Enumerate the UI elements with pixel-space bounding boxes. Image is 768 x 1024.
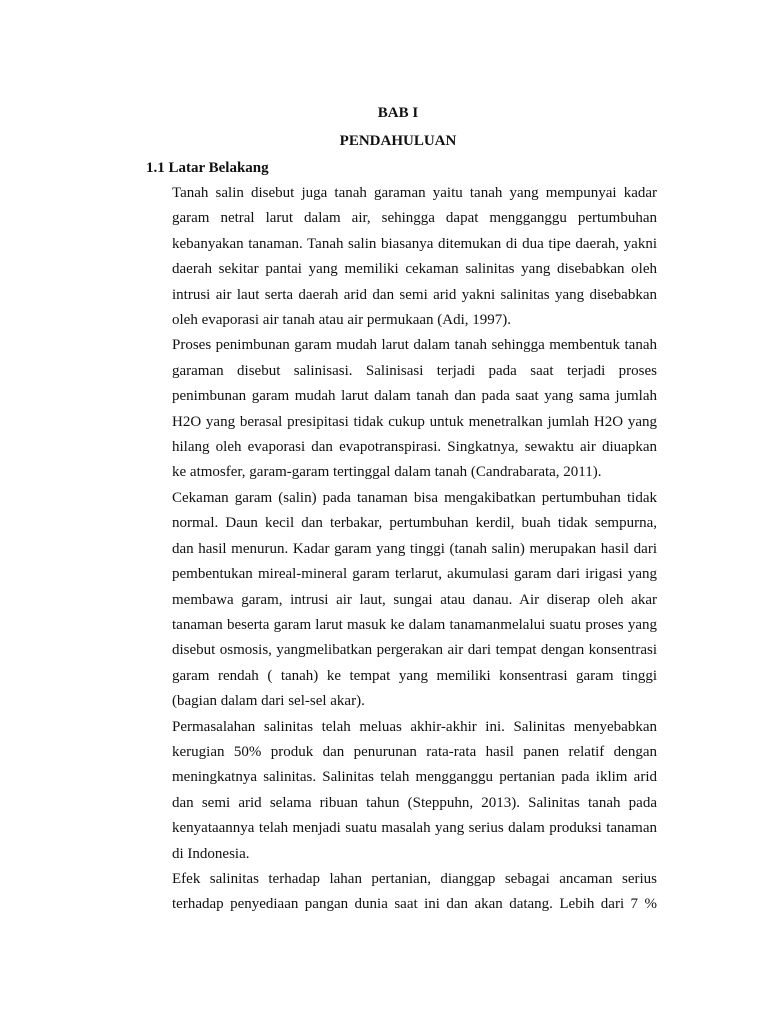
text-line: intrusi air laut serta daerah arid dan semi arid yakni salinitas yang disebabkan bbox=[172, 286, 657, 303]
text-line: Efek salinitas terhadap lahan pertanian, dianggap sebagai ancaman serius bbox=[172, 870, 657, 887]
text-line: hilang oleh evaporasi dan evapotranspirasi. Singkatnya, sewaktu air diuapkan bbox=[172, 439, 657, 456]
text-line: kenyataannya telah menjadi suatu masalah yang serius dalam produksi tanaman bbox=[172, 820, 657, 837]
text-line: Cekaman garam (salin) pada tanaman bisa mengakibatkan pertumbuhan tidak bbox=[172, 489, 657, 506]
paragraph-4 bbox=[172, 715, 657, 867]
text-line: Permasalahan salinitas telah meluas akhir-akhir ini. Salinitas menyebabkan bbox=[172, 718, 657, 735]
text-line: oleh evaporasi air tanah atau air permukaan (Adi, 1997). bbox=[172, 312, 512, 329]
text-line: terhadap penyediaan pangan dunia saat ini dan akan datang. Lebih dari 7 % bbox=[172, 896, 657, 913]
chapter-number: BAB I bbox=[377, 105, 419, 121]
text-line: garam rendah ( tanah) ke tempat yang memiliki konsentrasi garam tinggi bbox=[172, 667, 657, 684]
text-line: H2O yang berasal presipitasi tidak cukup untuk menetralkan jumlah H2O yang bbox=[172, 413, 657, 430]
text-line: dan hasil menurun. Kadar garam yang tinggi (tanah salin) merupakan hasil dari bbox=[172, 540, 657, 557]
text-line: Tanah salin disebut juga tanah garaman yaitu tanah yang mempunyai kadar bbox=[172, 185, 657, 201]
chapter-title: PENDAHULUAN bbox=[339, 133, 457, 149]
text-line: di Indonesia. bbox=[172, 845, 250, 862]
paragraph-1 bbox=[172, 181, 657, 333]
text-line: garaman disebut salinisasi. Salinisasi terjadi pada saat terjadi proses bbox=[172, 362, 657, 379]
text-line: disebut osmosis, yangmelibatkan pergerakan air dari tempat dengan konsentrasi bbox=[172, 642, 657, 659]
paragraph-3 bbox=[172, 486, 657, 715]
section-heading: 1.1 Latar Belakang bbox=[146, 160, 269, 176]
text-line: garam netral larut dalam air, sehingga dapat mengganggu pertumbuhan bbox=[172, 210, 657, 227]
paragraph-2 bbox=[172, 333, 657, 485]
text-line: meningkatnya salinitas. Salinitas telah mengganggu pertanian pada iklim arid bbox=[172, 769, 657, 786]
text-line: membawa garam, intrusi air laut, sungai atau danau. Air diserap oleh akar bbox=[172, 591, 657, 608]
body-text bbox=[172, 181, 657, 918]
text-line: ke atmosfer, garam-garam tertinggal dalam tanah (Candrabarata, 2011). bbox=[172, 464, 602, 481]
text-line: penimbunan garam mudah larut dalam tanah dan pada saat yang sama jumlah bbox=[172, 388, 657, 405]
text-line: daerah sekitar pantai yang memiliki cekaman salinitas yang disebabkan oleh bbox=[172, 261, 657, 278]
text-line: tanaman beserta garam larut masuk ke dalam tanamanmelalui suatu proses yang bbox=[172, 616, 657, 633]
text-line: Proses penimbunan garam mudah larut dalam tanah sehingga membentuk tanah bbox=[172, 337, 657, 354]
text-line: (bagian dalam dari sel-sel akar). bbox=[172, 693, 365, 710]
text-line: dan semi arid selama ribuan tahun (Steppuhn, 2013). Salinitas tanah pada bbox=[172, 794, 657, 811]
paragraph-5 bbox=[172, 867, 657, 918]
text-line: pembentukan mireal-mineral garam terlarut, akumulasi garam dari irigasi yang bbox=[172, 566, 657, 583]
text-line: kebanyakan tanaman. Tanah salin biasanya ditemukan di dua tipe daerah, yakni bbox=[172, 235, 657, 252]
text-line: kerugian 50% produk dan penurunan rata-rata hasil panen relatif dengan bbox=[172, 743, 657, 760]
text-line: normal. Daun kecil dan terbakar, pertumbuhan kerdil, buah tidak sempurna, bbox=[172, 515, 657, 532]
